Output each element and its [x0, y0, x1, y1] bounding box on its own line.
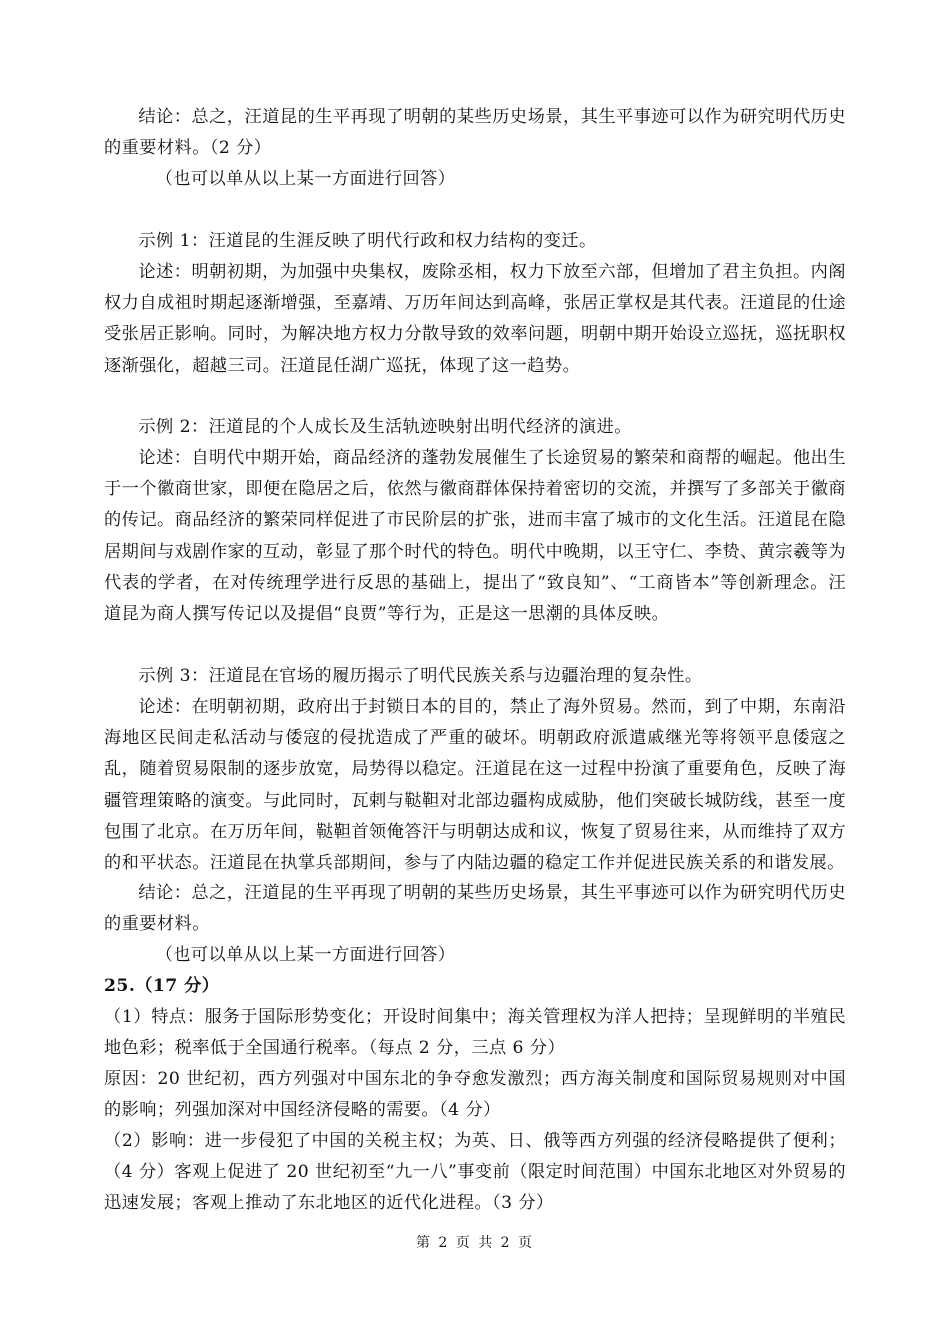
- example-2-heading: 示例 2：汪道昆的个人成长及生活轨迹映射出明代经济的演进。: [138, 417, 632, 437]
- question-25-part-1-features: （1）特点：服务于国际形势变化；开设时间集中；海关管理权为洋人把持；呈现鲜明的半殖民地色彩；税率低于全国通行税率。（每点 2 分，三点 6 分）: [104, 1007, 846, 1059]
- example-2-discussion: 论述：自明代中期开始，商品经济的蓬勃发展催生了长途贸易的繁荣和商帮的崛起。他出生于一个徽商世家，即便在隐居之后，依然与徽商群体保持着密切的交流，并撰写了多部关于徽商的传记。商品经济的繁荣同样促进了市民阶层的扩张，进而丰富了城市的文化生活。汪道昆在隐居期间与戏剧作家的互动，彰显了那个时代的特色。明代中晚期，以王守仁、李贽、黄宗羲等为代表的学者，在对传统理学进行反思的基础上，提出了“致良知”、“工商皆本”等创新理念。汪道昆为商人撰写传记以及提倡“良贾”等行为，正是这一思潮的具体反映。: [104, 448, 846, 625]
- example-3-heading: 示例 3：汪道昆在官场的履历揭示了明代民族关系与边疆治理的复杂性。: [138, 666, 703, 686]
- answer-note: （也可以单从以上某一方面进行回答）: [155, 169, 456, 189]
- example-3-discussion: 论述：在明朝初期，政府出于封锁日本的目的，禁止了海外贸易。然而，到了中期，东南沿海地区民间走私活动与倭寇的侵扰造成了严重的破坏。明朝政府派遣戚继光等将领平息倭寇之乱，随着贸易限制的逐步放宽，局势得以稳定。汪道昆在这一过程中扮演了重要角色，反映了海疆管理策略的演变。与此同时，瓦剌与鞑靼对北部边疆构成威胁，他们突破长城防线，甚至一度包围了北京。在万历年间，鞑靼首领俺答汗与明朝达成和议，恢复了贸易往来，从而维持了双方的和平状态。汪道昆在执掌兵部期间，参与了内陆边疆的稳定工作并促进民族关系的和谐发展。: [104, 697, 846, 874]
- question-25-part-2-impact: （2）影响：进一步侵犯了中国的关税主权；为英、日、俄等西方列强的经济侵略提供了便利；（4 分）客观上促进了 20 世纪初至“九一八”事变前（限定时间范围）中国东北地区对外贸易的迅速发展；客观上推动了东北地区的近代化进程。（3 分）: [104, 1131, 846, 1214]
- example-1-heading: 示例 1：汪道昆的生涯反映了明代行政和权力结构的变迁。: [138, 231, 597, 251]
- conclusion-paragraph: 结论：总之，汪道昆的生平再现了明朝的某些历史场景，其生平事迹可以作为研究明代历史的重要材料。（2 分）: [104, 107, 846, 159]
- answer-note-2: （也可以单从以上某一方面进行回答）: [155, 945, 456, 965]
- example-1-discussion: 论述：明朝初期，为加强中央集权，废除丞相，权力下放至六部，但增加了君主负担。内阁权力自成祖时期起逐渐增强，至嘉靖、万历年间达到高峰，张居正掌权是其代表。汪道昆的仕途受张居正影响。同时，为解决地方权力分散导致的效率问题，明朝中期开始设立巡抚，巡抚职权逐渐强化，超越三司。汪道昆任湖广巡抚，体现了这一趋势。: [104, 262, 846, 376]
- page-footer: 第 2 页 共 2 页: [415, 1235, 535, 1251]
- question-25-heading: 25.（17 分）: [104, 976, 220, 996]
- question-25-part-1-reasons: 原因：20 世纪初，西方列强对中国东北的争夺愈发激烈；西方海关制度和国际贸易规则对中国的影响；列强加深对中国经济侵略的需要。（4 分）: [104, 1069, 846, 1121]
- conclusion-paragraph-2: 结论：总之，汪道昆的生平再现了明朝的某些历史场景，其生平事迹可以作为研究明代历史的重要材料。: [104, 883, 846, 935]
